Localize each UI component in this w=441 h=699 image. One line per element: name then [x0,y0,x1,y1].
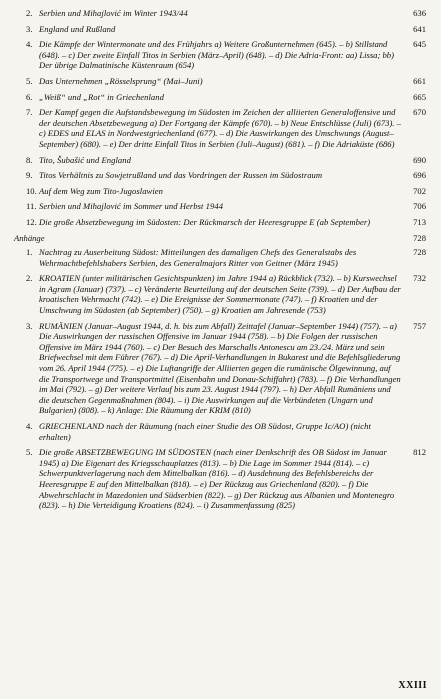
entry-subtopics: a) Die Eigenart des Kriegsschauplatzes (813). – b) Die Lage im Sommer 1944 (814). – c) Schwerpunktverlagerung nach dem Mittelbalkan (816). – d) Ausdehnung des Befehlsbereichs der Heeresgruppe E auf den Mittelbalkan (818). – e) Der Rückzug aus Griechenland (820). – f) Die Abwehrschlacht in Mazedonien und Südserbien (822). – g) Der Rückzug aus Albanien und Montenegro (823). – h) Die Verteidigung Kroatiens (824). – i) Zusammenfassung (825) [39,457,395,511]
entry-page: 670 [413,107,426,118]
entry-title: RUMÄNIEN (Januar–August 1944, d. h. bis zum Abfall) [39,320,236,331]
anhaenge-page: 728 [413,232,426,243]
toc-entry [14,107,426,149]
entry-body [39,155,402,166]
anhaenge-heading [14,233,426,244]
entry-body [39,170,402,181]
entry-subtopics: a) Weitere Großunternehmen (645). – b) Stillstand (648). – c) Der zweite Einfall Titos in Serbien (März–April) (648). – d) Die Adria-Front: aa) Lissa; bb) Der übrige Dalmatinische Küstenraum (654) [39,39,394,71]
toc-main-section [14,8,426,228]
toc-page [14,8,426,516]
entry-number: 9. [26,170,33,181]
entry-number: 6. [26,91,33,102]
toc-entry [14,201,426,212]
entry-body [39,92,402,103]
entry-subtopics: a) Der Fortgang der Kämpfe (670). – b) Neue Entschlüsse (Juli) (673). – c) EDES und ELAS in Nordwestgriechenland (677). – d) Die Auswirkungen des Umschwungs (August–September) (680). – e) Der dritte Einfall Titos in Serbien (Juli–August) (681). – f) Die Adriaküste (686) [39,117,401,149]
entry-title: GRIECHENLAND nach der Räumung (nach einer Studie des OB Südost, Gruppe Ic/AO) (nicht erhalten) [39,421,371,442]
entry-title: Die große ABSETZBEWEGUNG IM SÜDOSTEN (nach einer Denkschrift des OB Südost im Januar 1945) [39,447,387,468]
toc-entry [14,76,426,87]
entry-body [39,24,402,35]
entry-number: 10. [26,185,37,196]
toc-entry [14,24,426,35]
entry-title: England und Rußland [39,23,116,34]
entry-page: 690 [413,154,426,165]
entry-title: Die große Absetzbewegung im Südosten: Der Rückmarsch der Heeresgruppe E (ab September) [39,216,371,227]
entry-number: 3. [26,23,33,34]
entry-body [39,8,402,19]
entry-number: 3. [26,320,33,331]
entry-body [39,217,402,228]
entry-page: 728 [413,247,426,258]
entry-number: 12. [26,216,37,227]
toc-entry [14,8,426,19]
entry-title: Nachtrag zu Auserbeitung Südost: Mitteilungen des damaligen Chefs des Generalstabs des Wehrmachtbefehlshabers Serbien, des Generalmajors Ritter von Geitner (März 1945) [39,247,357,268]
toc-entry [14,247,426,268]
entry-number: 7. [26,107,33,118]
entry-body [39,107,402,149]
entry-page: 713 [413,216,426,227]
entry-title: KROATIEN (unter militärischen Gesichtspunkten) im Jahre 1944 [39,273,267,284]
entry-page: 696 [413,170,426,181]
entry-number: 5. [26,75,33,86]
toc-entry [14,39,426,71]
entry-number: 1. [26,247,33,258]
entry-number: 2. [26,8,33,18]
entry-page: 706 [413,201,426,212]
entry-body [39,447,402,511]
entry-number: 4. [26,421,33,431]
entry-number: 4. [26,39,33,50]
entry-title: Das Unternehmen „Rösselsprung“ (Mai–Juni) [39,75,203,86]
entry-page: 661 [413,75,426,86]
entry-title: Die Kämpfe der Wintermonate und des Frühjahrs [39,39,213,50]
entry-number: 2. [26,273,33,284]
toc-entry [14,155,426,166]
page-number-footer: XXIII [398,680,427,691]
entry-body [39,321,402,416]
entry-page: 641 [413,23,426,34]
entry-body [39,186,402,197]
toc-entry [14,170,426,181]
entry-body [39,421,402,442]
entry-page: 812 [413,447,426,458]
entry-title: „Weiß“ und „Rot“ in Griechenland [39,91,164,102]
entry-body [39,247,402,268]
entry-body [39,273,402,315]
entry-title: Tito, Šubašić und England [39,154,131,165]
toc-entry [14,447,426,511]
entry-body [39,76,402,87]
toc-entry [14,92,426,103]
entry-number: 8. [26,154,33,165]
anhaenge-label: Anhänge [14,232,45,243]
entry-title: Serbien und Mihajlović im Winter 1943/44 [39,8,188,18]
toc-entry [14,217,426,228]
entry-title: Serbien und Mihajlović im Sommer und Herbst 1944 [39,201,224,212]
toc-appendix-section [14,247,426,511]
entry-title: Der Kampf gegen die Aufstandsbewegung im Südosten im Zeichen der alliierten Generaloffensive und der deutschen Absetzbewegung [39,107,396,128]
toc-entry [14,186,426,197]
entry-page: 636 [413,8,426,18]
entry-body [39,39,402,71]
entry-number: 11. [26,201,37,212]
entry-subtopics: Zeittafel (Januar–September 1944) (757). – a) Die Auswirkungen der russischen Offensive im Januar 1944 (758). – b) Die Folgen der russischen Offensive im März 1944 (760). – c) Der Besuch des Marschalls Antonescu am 23./24. März und sein Briefwechsel mit dem Führer (767). – d) Die April-Verhandlungen in Bukarest und die Befehlsgliederung vom 26. April 1944 (775). – e) Die Luftangriffe der Alliierten gegen die rumänische Ölgewinnung, auf die Transportwege und Transportmittel (Eisenbahn und Donau-Schiffahrt) (783). – f) Die Verhandlungen im Mai (792). – g) Der weitere Verlauf bis zum 23. August 1944 (797). – h) Der Abfall Rumäniens und die deutschen Gegenmaßnahmen (804). – i) Die Auswirkungen auf die Verbündeten (Ungarn und Bulgarien) (808). – k) Anlage: Die Räumung der KRIM (810) [39,320,401,416]
entry-title: Auf dem Weg zum Tito-Jugoslawien [39,185,163,196]
entry-title: Titos Verhältnis zu Sowjetrußland und das Vordringen der Russen im Südostraum [39,170,323,181]
entry-page: 645 [413,39,426,50]
toc-entry [14,421,426,442]
toc-entry [14,321,426,416]
entry-body [39,201,402,212]
entry-page: 732 [413,273,426,284]
entry-page: 702 [413,185,426,196]
entry-subtopics: a) Rückblick (732). – b) Kurswechsel in Agram (Januar) (737). – c) Veränderte Beurteilung auf der deutschen Seite (739). – d) Der Aufbau der kroatischen Wehrmacht (742). – e) Die Ereignisse der Sommermonate (747). – f) Kroatien und der Umschwung im Südosten (ab September) (750). – g) Kroatien am Jahresende (753) [39,273,401,316]
toc-entry [14,273,426,315]
entry-number: 5. [26,447,33,458]
entry-page: 665 [413,91,426,102]
entry-page: 757 [413,320,426,331]
